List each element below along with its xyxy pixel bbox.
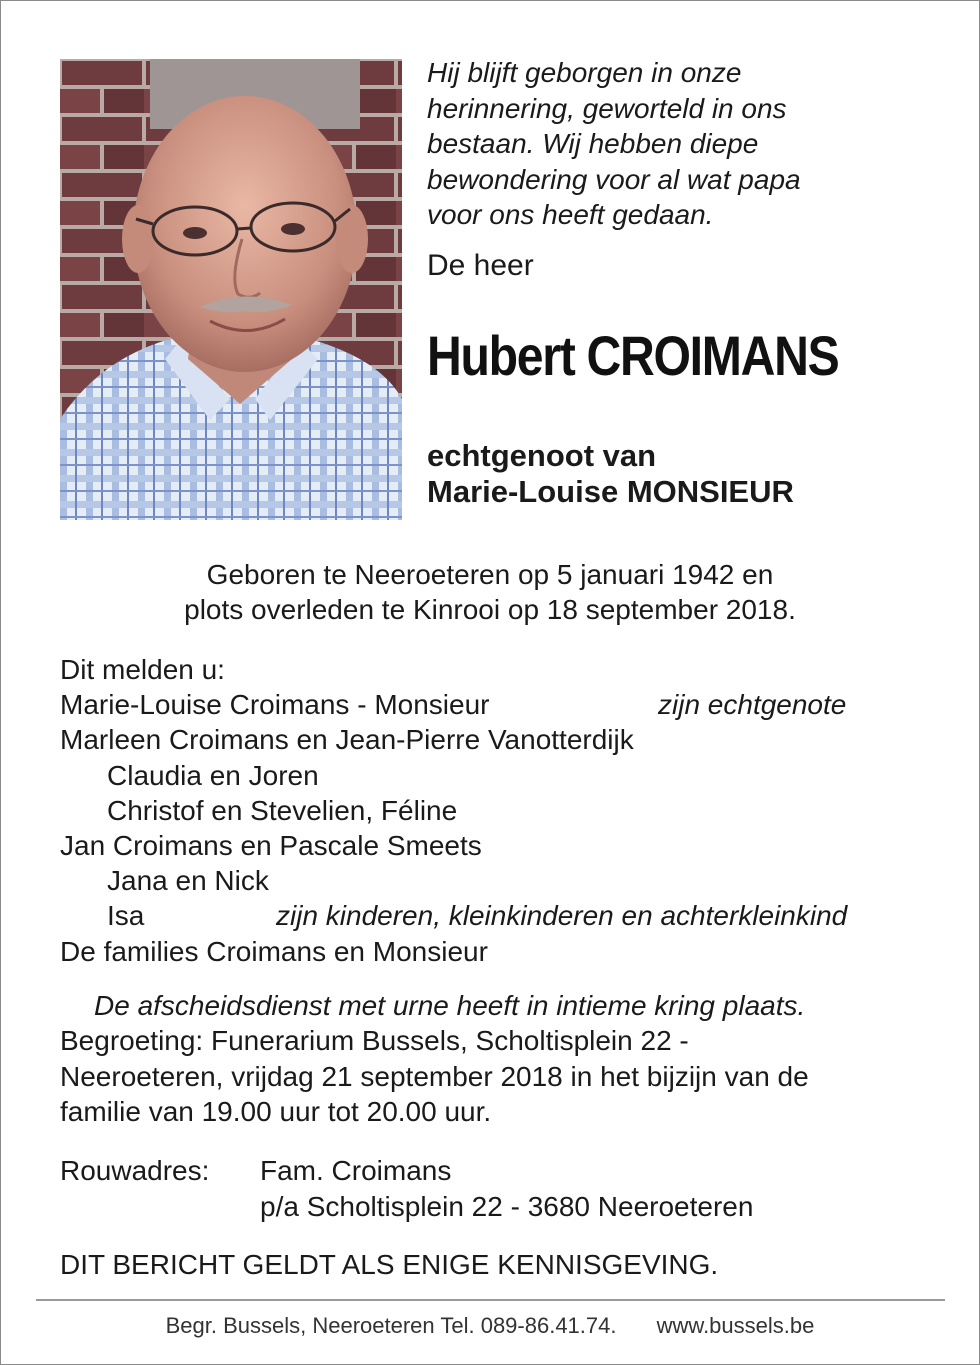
list-item: Jana en Nick xyxy=(107,865,269,897)
service-line: familie van 19.00 uur tot 20.00 uur. xyxy=(60,1095,492,1127)
death-line: plots overleden te Kinrooi op 18 september 2018. xyxy=(184,594,796,625)
list-item: Claudia en Joren xyxy=(107,759,319,791)
spouse-block xyxy=(427,438,794,510)
list-item: De families Croimans en Monsieur xyxy=(60,935,488,967)
spouse-label: echtgenoot van xyxy=(427,438,657,473)
birth-line: Geboren te Neeroeteren op 5 januari 1942 en xyxy=(206,559,774,590)
service-line: De afscheidsdienst met urne heeft in intieme kring plaats. xyxy=(94,990,806,1021)
service-line: Neeroeteren, vrijdag 21 september 2018 in het bijzijn van de xyxy=(60,1060,809,1092)
quote-line: bewondering voor al wat papa xyxy=(427,163,801,195)
quote-line: Hij blijft geborgen in onze xyxy=(427,57,742,88)
list-item xyxy=(60,687,940,722)
address-line: p/a Scholtisplein 22 - 3680 Neeroeteren xyxy=(260,1191,754,1222)
footer-website: www.bussels.be xyxy=(656,1313,815,1338)
address-line: Fam. Croimans xyxy=(260,1155,452,1186)
spouse-entry: Marie-Louise Croimans - Monsieur xyxy=(60,689,490,721)
announce-intro: Dit melden u: xyxy=(60,654,225,685)
deceased-name: Hubert CROIMANS xyxy=(427,324,839,387)
mourning-address xyxy=(60,1153,940,1225)
grandchild-entry: Isa xyxy=(107,900,145,932)
quote-line: herinnering, geworteld in ons xyxy=(427,92,787,124)
footer xyxy=(1,1313,979,1339)
memorial-quote xyxy=(427,55,947,233)
list-item: Marleen Croimans en Jean-Pierre Vanotterdijk xyxy=(60,724,634,756)
list-item xyxy=(60,898,940,933)
address-row xyxy=(60,1153,940,1189)
address-label: Rouwadres: xyxy=(60,1155,210,1186)
footer-contact: Begr. Bussels, Neeroeteren Tel. 089-86.41.74. xyxy=(165,1313,617,1338)
service-info xyxy=(60,988,940,1129)
spouse-name: Marie-Louise MONSIEUR xyxy=(427,474,794,509)
divider xyxy=(36,1299,945,1301)
honorific: De heer xyxy=(427,249,534,282)
spouse-relation: zijn echtgenote xyxy=(658,689,847,721)
children-relation: zijn kinderen, kleinkinderen en achterkleinkind xyxy=(276,900,848,932)
list-item: Jan Croimans en Pascale Smeets xyxy=(60,829,482,861)
list-item: Christof en Stevelien, Féline xyxy=(107,794,458,826)
service-line: Begroeting: Funerarium Bussels, Scholtisplein 22 - xyxy=(60,1025,689,1057)
address-row xyxy=(60,1189,940,1225)
birth-death-info xyxy=(1,557,979,627)
family-list xyxy=(60,652,940,969)
quote-line: bestaan. Wij hebben diepe xyxy=(427,128,759,159)
quote-line: voor ons heeft gedaan. xyxy=(427,199,714,230)
notice-text: DIT BERICHT GELDT ALS ENIGE KENNISGEVING. xyxy=(60,1249,719,1280)
portrait-photo xyxy=(60,59,402,520)
